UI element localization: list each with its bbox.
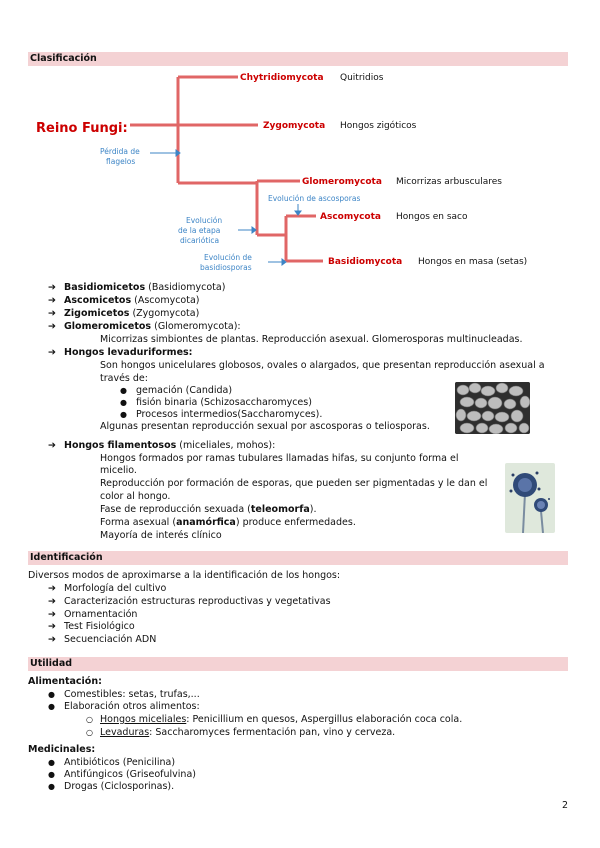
section-header-utilidad: Utilidad (28, 657, 568, 671)
list-item: Glomeromicetos (Glomeromycota): (64, 321, 241, 332)
list-item: Zigomicetos (Zygomycota) (64, 308, 200, 319)
tree-root-label: Reino Fungi: (36, 121, 128, 136)
list-item: Procesos intermedios(Saccharomyces). (136, 409, 323, 420)
list-item: Drogas (Ciclosporinas). (64, 781, 175, 792)
list-item: Basidiomicetos (Basidiomycota) (64, 282, 226, 293)
arrow-bullet: ➔ (48, 321, 56, 332)
medicinales-heading: Medicinales: (28, 744, 96, 755)
bullet-circle: ○ (86, 728, 93, 737)
list-item: Antibióticos (Penicilina) (64, 757, 176, 768)
list-item: Hongos miceliales: Penicillium en quesos, Aspergillus elaboración coca cola. (100, 714, 463, 725)
list-item: Secuenciación ADN (64, 634, 157, 645)
alimentacion-heading: Alimentación: (28, 676, 102, 687)
filamentosos-line-7: Mayoría de interés clínico (100, 530, 222, 541)
arrow-bullet: ➔ (48, 596, 56, 607)
annotation-dicariotica-1: Evolución (186, 216, 223, 225)
annotation-flagelos-2: flagelos (106, 157, 136, 166)
bullet-dot: ● (120, 386, 127, 395)
levaduriformes-title: Hongos levaduriformes: (64, 347, 193, 358)
filamentosos-line-4: color al hongo. (100, 491, 171, 502)
bullet-dot: ● (120, 398, 127, 407)
tree-node-basidiomycota: Basidiomycota (328, 257, 403, 267)
list-item: Comestibles: setas, trufas,... (64, 689, 200, 700)
list-item: Ornamentación (64, 609, 138, 620)
list-item: Caracterización estructuras reproductivas y vegetativas (64, 596, 331, 607)
annotation-basidiosporas-1: Evolución de (204, 253, 252, 262)
list-item: Elaboración otros alimentos: (64, 701, 200, 712)
annotation-flagelos-1: Pérdida de (100, 147, 140, 156)
bullet-dot: ● (48, 770, 55, 779)
bullet-dot: ● (48, 690, 55, 699)
list-item: Morfología del cultivo (64, 583, 167, 594)
arrow-bullet: ➔ (48, 634, 56, 645)
filamentosos-line-1: Hongos formados por ramas tubulares llamadas hifas, su conjunto forma el (100, 453, 459, 464)
arrow-bullet: ➔ (48, 308, 56, 319)
arrow-bullet: ➔ (48, 621, 56, 632)
phylogenetic-tree (28, 66, 568, 276)
list-item: Levaduras: Saccharomyces fermentación pan, vino y cerveza. (100, 727, 396, 738)
tree-node-glomeromycota: Glomeromycota (302, 177, 382, 187)
arrow-bullet: ➔ (48, 347, 56, 358)
annotation-dicariotica-3: dicariótica (180, 236, 220, 245)
arrow-bullet: ➔ (48, 609, 56, 620)
arrow-bullet: ➔ (48, 295, 56, 306)
tree-node-chytridiomycota: Chytridiomycota (240, 73, 324, 83)
filamentosos-line-6: Forma asexual (anamórfica) produce enfermedades. (100, 517, 356, 528)
section-header-clasificacion: Clasificación (28, 52, 568, 66)
filamentosos-title: Hongos filamentosos (miceliales, mohos): (64, 440, 276, 451)
list-item: Test Fisiológico (64, 621, 135, 632)
arrow-bullet: ➔ (48, 282, 56, 293)
arrow-bullet: ➔ (48, 583, 56, 594)
levaduriformes-tail: Algunas presentan reproducción sexual por ascosporas o teliosporas. (100, 421, 430, 432)
levaduriformes-desc-1: Son hongos unicelulares globosos, ovales o alargados, que presentan reproducción asexual a (100, 360, 545, 371)
page-number: 2 (562, 800, 569, 811)
list-item: fisión binaria (Schizosaccharomyces) (136, 397, 312, 408)
tree-desc-zygomycota: Hongos zigóticos (340, 121, 417, 131)
bullet-dot: ● (48, 702, 55, 711)
glomero-description: Micorrizas simbiontes de plantas. Reproducción asexual. Glomerosporas multinucleadas. (100, 334, 523, 345)
levaduriformes-desc-2: través de: (100, 373, 148, 384)
section-header-identificacion: Identificación (28, 551, 568, 565)
list-item: gemación (Candida) (136, 385, 233, 396)
bullet-dot: ● (120, 410, 127, 419)
yeast-micrograph-image (455, 382, 530, 434)
filamentosos-line-2: micelio. (100, 465, 137, 476)
annotation-dicariotica-2: de la etapa (178, 226, 221, 235)
tree-node-zygomycota: Zygomycota (263, 121, 326, 131)
bullet-dot: ● (48, 758, 55, 767)
identificacion-intro: Diversos modos de aproximarse a la identificación de los hongos: (28, 570, 341, 581)
tree-desc-glomeromycota: Micorrizas arbusculares (396, 177, 502, 187)
tree-desc-ascomycota: Hongos en saco (396, 212, 468, 222)
bullet-circle: ○ (86, 715, 93, 724)
filamentosos-line-3: Reproducción por formación de esporas, que pueden ser pigmentadas y le dan el (100, 478, 488, 489)
filamentosos-line-5: Fase de reproducción sexuada (teleomorfa). (100, 504, 317, 515)
list-item: Ascomicetos (Ascomycota) (64, 295, 200, 306)
tree-desc-basidiomycota: Hongos en masa (setas) (418, 257, 528, 267)
tree-desc-chytridiomycota: Quitridios (340, 73, 384, 83)
arrow-bullet: ➔ (48, 440, 56, 451)
bullet-dot: ● (48, 782, 55, 791)
tree-node-ascomycota: Ascomycota (320, 212, 381, 222)
list-item: Antifúngicos (Griseofulvina) (64, 769, 196, 780)
annotation-basidiosporas-2: basidiosporas (200, 263, 252, 272)
mold-micrograph-image (505, 463, 555, 533)
annotation-ascosporas: Evolución de ascosporas (268, 194, 361, 203)
